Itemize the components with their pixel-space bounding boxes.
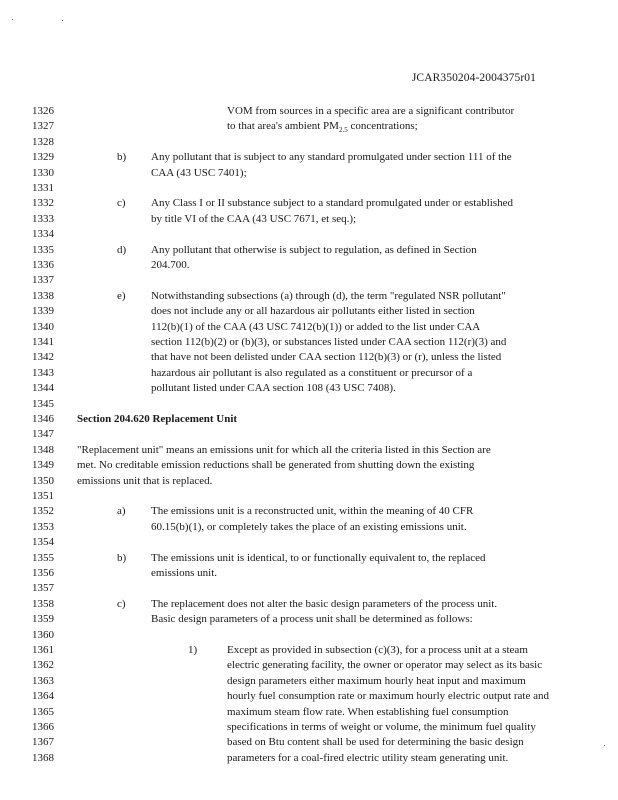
subsection-text: pollutant listed under CAA section 108 (43 USC 7408).	[151, 382, 396, 395]
subsection-label: d)	[117, 243, 127, 256]
line-number: 1341	[32, 336, 54, 348]
subsection-label: b)	[117, 551, 127, 564]
subsection-text: electric generating facility, the owner or operator may select as its basic	[227, 659, 543, 672]
line-number: 1331	[32, 182, 54, 194]
line-number: 1362	[32, 659, 54, 672]
line-number: 1368	[32, 751, 54, 764]
subsection-text: CAA (43 USC 7401);	[151, 166, 247, 179]
subsection-text: Notwithstanding subsections (a) through (d), the term "regulated NSR pollutant"	[151, 289, 506, 302]
line-number: 1347	[32, 428, 54, 441]
definition-text: emissions unit that is replaced.	[77, 474, 213, 487]
section-heading: Section 204.620 Replacement Unit	[77, 413, 238, 425]
line-number: 1344	[32, 382, 54, 395]
line-number: 1366	[32, 721, 54, 733]
line-number: 1360	[32, 628, 54, 641]
line-number: 1352	[32, 505, 54, 518]
scan-speck	[12, 19, 13, 20]
definition-text: "Replacement unit" means an emissions unit for which all the criteria listed in this Section are	[77, 443, 491, 456]
line-number: 1333	[32, 212, 54, 225]
line-number: 1334	[32, 228, 54, 241]
subsection-label: e)	[117, 289, 126, 302]
line-number: 1357	[32, 582, 54, 595]
line-number: 1364	[32, 690, 54, 703]
subsection-label: b)	[117, 151, 127, 164]
line-number: 1359	[32, 613, 54, 626]
line-number: 1350	[32, 474, 54, 487]
line-number: 1358	[32, 597, 54, 610]
line-number: 1351	[32, 490, 54, 502]
line-number: 1365	[32, 705, 54, 718]
document-id: JCAR350204-2004375r01	[411, 72, 536, 84]
scan-speck	[62, 20, 63, 21]
line-number: 1345	[32, 397, 54, 410]
subsection-label: c)	[117, 597, 126, 610]
subsection-text: Any Class I or II substance subject to a standard promulgated under or established	[151, 197, 513, 210]
line-number: 1340	[32, 320, 54, 333]
line-number: 1346	[32, 413, 54, 425]
subsection-text: maximum steam flow rate. When establishing fuel consumption	[227, 705, 509, 718]
line-number: 1353	[32, 520, 54, 533]
subsection-text: Any pollutant that otherwise is subject to regulation, as defined in Section	[151, 243, 477, 256]
line-number: 1354	[32, 536, 54, 549]
subsection-text: 60.15(b)(1), or completely takes the place of an existing emissions unit.	[151, 520, 467, 533]
line-number: 1367	[32, 736, 54, 749]
line-number: 1349	[32, 459, 54, 472]
continuation-line: to that area's ambient $PM_{2.5}$ concentrations;	[227, 120, 418, 135]
subsection-text: Any pollutant that is subject to any standard promulgated under section 111 of the	[151, 151, 512, 164]
subsection-text: based on Btu content shall be used for determining the basic design	[227, 736, 524, 749]
scan-speck	[604, 745, 605, 746]
line-number: 1343	[32, 366, 54, 379]
line-number: 1332	[32, 197, 54, 210]
subsection-text: does not include any or all hazardous air pollutants either listed in section	[151, 305, 475, 318]
line-number: 1328	[32, 135, 54, 148]
line-number: 1361	[32, 644, 54, 656]
subsection-text: hourly fuel consumption rate or maximum hourly electric output rate and	[227, 690, 549, 703]
subsection-text: 112(b)(1) of the CAA (43 USC 7412(b)(1)) or added to the list under CAA	[151, 320, 481, 333]
subsection-text: The replacement does not alter the basic design parameters of the process unit.	[151, 597, 498, 610]
line-number: 1336	[32, 259, 54, 271]
line-number: 1355	[32, 551, 54, 564]
subsection-text: The emissions unit is identical, to or functionally equivalent to, the replaced	[151, 551, 486, 564]
subsection-text: that have not been delisted under CAA section 112(b)(3) or (r), unless the listed	[151, 351, 502, 364]
continuation-line: VOM from sources in a specific area are a significant contributor	[227, 105, 515, 117]
line-number: 1327	[32, 120, 54, 133]
line-number: 1363	[32, 674, 54, 687]
line-number: 1326	[32, 105, 54, 117]
line-number: 1329	[32, 151, 54, 164]
subsection-label: 1)	[188, 644, 198, 656]
subsection-label: a)	[117, 505, 126, 518]
line-number: 1356	[32, 567, 54, 579]
subsection-text: 204.700.	[151, 259, 190, 271]
line-number: 1338	[32, 289, 54, 302]
line-number: 1337	[32, 274, 54, 287]
subsection-text: section 112(b)(2) or (b)(3), or substances listed under CAA section 112(r)(3) and	[151, 336, 507, 348]
subsection-label: c)	[117, 197, 126, 210]
subsection-text: parameters for a coal-fired electric utility steam generating unit.	[227, 751, 509, 764]
line-number: 1335	[32, 243, 54, 256]
subsection-text: The emissions unit is a reconstructed unit, within the meaning of 40 CFR	[151, 505, 474, 518]
subsection-text: emissions unit.	[151, 567, 218, 579]
subsection-text: design parameters either maximum hourly heat input and maximum	[227, 674, 526, 687]
subsection-text: Except as provided in subsection (c)(3), for a process unit at a steam	[227, 644, 528, 656]
line-number: 1342	[32, 351, 54, 364]
line-number: 1348	[32, 443, 54, 456]
line-number: 1339	[32, 305, 54, 318]
subsection-text: specifications in terms of weight or volume, the minimum fuel quality	[227, 721, 536, 733]
subsection-text: by title VI of the CAA (43 USC 7671, et seq.);	[151, 212, 357, 225]
subsection-text: hazardous air pollutant is also regulated as a constituent or precursor of a	[151, 366, 473, 379]
subsection-text: Basic design parameters of a process unit shall be determined as follows:	[151, 613, 473, 626]
definition-text: met. No creditable emission reductions shall be generated from shutting down the existing	[77, 459, 475, 472]
line-number: 1330	[32, 166, 54, 179]
